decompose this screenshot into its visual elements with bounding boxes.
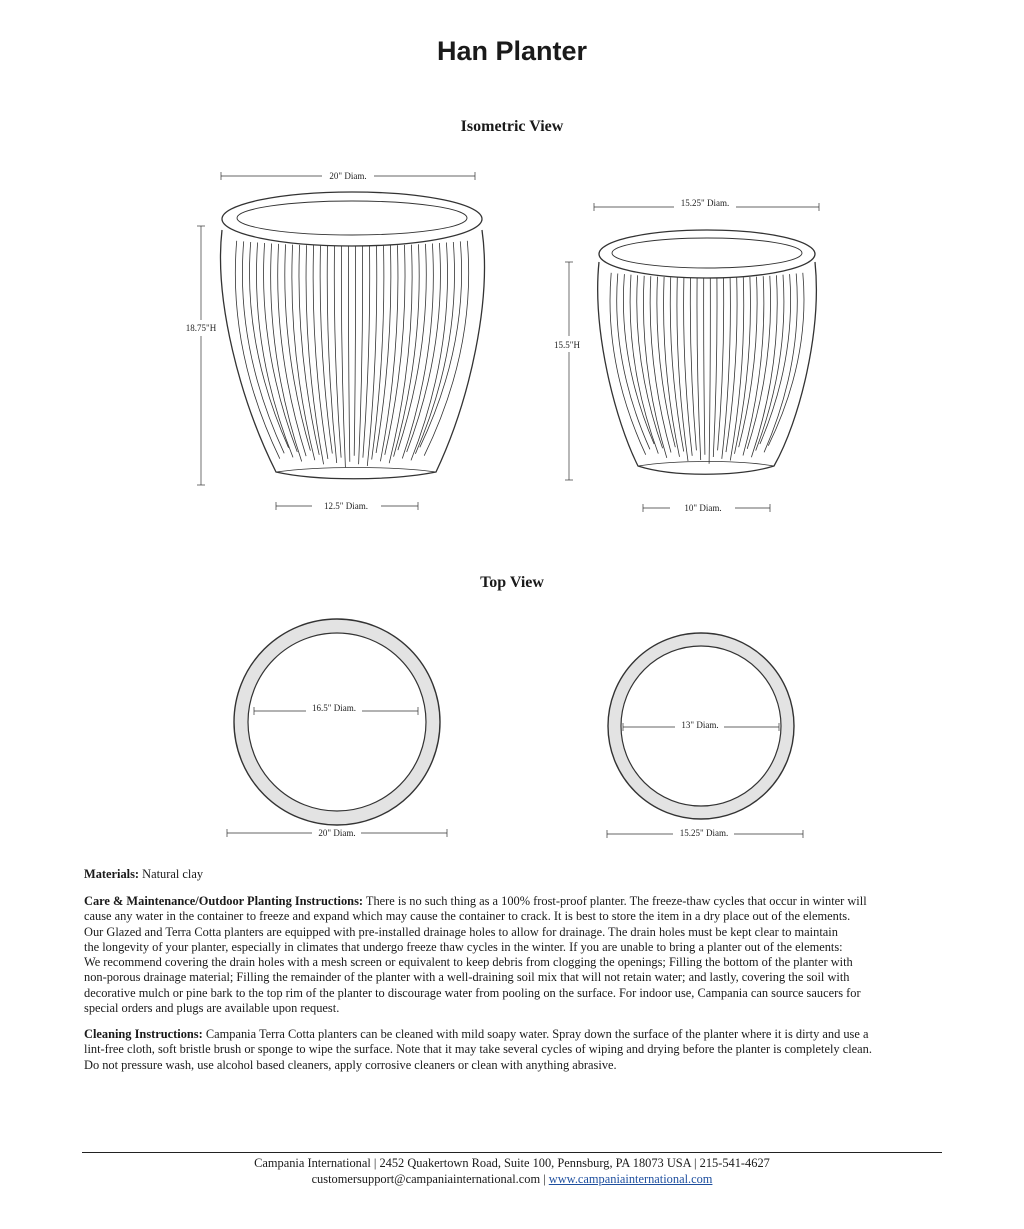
care-line: We recommend covering the drain holes with a mesh screen or equivalent to keep debris from clogging the openings; Filling the bottom of the planter with (84, 955, 853, 970)
rib-line (756, 275, 784, 451)
rib-line (704, 278, 705, 455)
care-line: the longevity of your planter, especially in climates that undergo freeze thaw cycles in the winter. If you are unable to bring a planter out of the elements: (84, 939, 843, 954)
footer-website-link[interactable]: www.campaniainternational.com (548, 1172, 713, 1186)
rib-line (363, 246, 370, 458)
small-base-diameter-label: 10" Diam. (684, 503, 722, 513)
rib-line (299, 245, 319, 455)
care-line: non-porous drainage material; Filling the remainder of the planter with a well-draining soil mix that will not retain water; and lastly, covering the soil with (84, 970, 850, 985)
footer-address: Campania International | 2452 Quakertown Road, Suite 100, Pennsburg, PA 18073 USA | 215-541-4627 (254, 1156, 770, 1170)
care-line: decorative mulch or pine bark to the top rim of the planter to discourage water from pooling on the surface. For indoor use, Campania can source saucers for (84, 985, 861, 1000)
top-view-heading: Top View (480, 574, 544, 591)
rib-line (610, 273, 646, 455)
rib-line (402, 244, 433, 459)
small-planter-isometric (598, 230, 817, 474)
rib-line (411, 243, 448, 461)
small-planter-ribs (610, 273, 804, 464)
cleaning-line: Campania Terra Cotta planters can be cleaned with mild soapy water. Spray down the surface of the planter where it is dirty and use a (202, 1027, 869, 1041)
cleaning-paragraph (84, 1027, 944, 1073)
cleaning-line: lint-free cloth, soft bristle brush or sponge to wipe the surface. Note that it may take several cycles of wiping and drying before the planter is completely clean. (84, 1042, 872, 1057)
cleaning-line: Do not pressure wash, use alcohol based cleaners, apply corrosive cleaners or clean with anything abrasive. (84, 1057, 617, 1072)
rib-line (372, 246, 384, 460)
small-outer-diameter-label: 15.25" Diam. (679, 828, 729, 838)
rib-line (292, 245, 315, 461)
rib-line (306, 245, 324, 464)
footer-divider (82, 1152, 942, 1153)
rib-line (285, 244, 311, 450)
materials-paragraph (84, 867, 944, 882)
rib-line (677, 278, 688, 462)
rib-line (617, 274, 650, 450)
care-line: special orders and plugs are available upon request. (84, 1001, 340, 1016)
rib-line (334, 246, 341, 458)
rib-line (271, 244, 302, 462)
small-inner-diameter-label: 13" Diam. (681, 720, 719, 730)
rib-line (341, 246, 345, 467)
care-line: There is no such thing as a 100% frost-proof planter. The freeze-thaw cycles that occur in winter will (363, 894, 867, 908)
small-height-label: 15.5"H (554, 340, 580, 350)
care-paragraph (84, 894, 944, 1016)
large-top-diameter-label: 20" Diam. (329, 171, 367, 181)
rib-line (760, 274, 791, 444)
care-line: Our Glazed and Terra Cotta planters are equipped with pre-installed drainage holes to allow for drainage. The drain holes must be kept clear to maintain (84, 924, 838, 939)
materials-label: Materials: (84, 867, 140, 881)
large-planter-ribs (235, 241, 468, 467)
rib-line (684, 278, 693, 456)
materials-value: Natural clay (142, 867, 204, 881)
large-base-diameter-label: 12.5" Diam. (324, 501, 368, 511)
rib-line (718, 278, 724, 451)
rib-line (697, 278, 701, 460)
rib-line (623, 274, 654, 444)
footer-email[interactable]: customersupport@campaniainternational.com (311, 1172, 541, 1186)
cleaning-label: Cleaning Instructions: (84, 1027, 203, 1041)
isometric-view-heading: Isometric View (460, 118, 564, 135)
footer-contact (0, 1172, 1024, 1187)
large-height-label: 18.75"H (185, 323, 217, 333)
rib-line (690, 278, 696, 451)
rib-line (348, 246, 349, 462)
small-top-diameter-label: 15.25" Diam. (680, 198, 730, 208)
large-planter-top-view (234, 619, 440, 825)
page-title: Han Planter (436, 36, 588, 66)
rib-line (713, 278, 717, 457)
rib-line (709, 278, 710, 464)
large-inner-diameter-label: 16.5" Diam. (312, 703, 356, 713)
large-outer-diameter-label: 20" Diam. (318, 828, 356, 838)
rib-line (637, 275, 663, 448)
rib-line (354, 246, 355, 456)
rib-line (320, 246, 332, 454)
large-planter-isometric (221, 192, 485, 479)
care-label: Care & Maintenance/Outdoor Planting Instructions: (84, 894, 364, 908)
rib-line (359, 246, 363, 464)
footer-separator: | (540, 1172, 549, 1186)
rib-line (380, 245, 398, 461)
care-line: cause any water in the container to freeze and expand which may cause the container to crack. It is best to store the item in a dry place out of the elements. (84, 909, 851, 924)
